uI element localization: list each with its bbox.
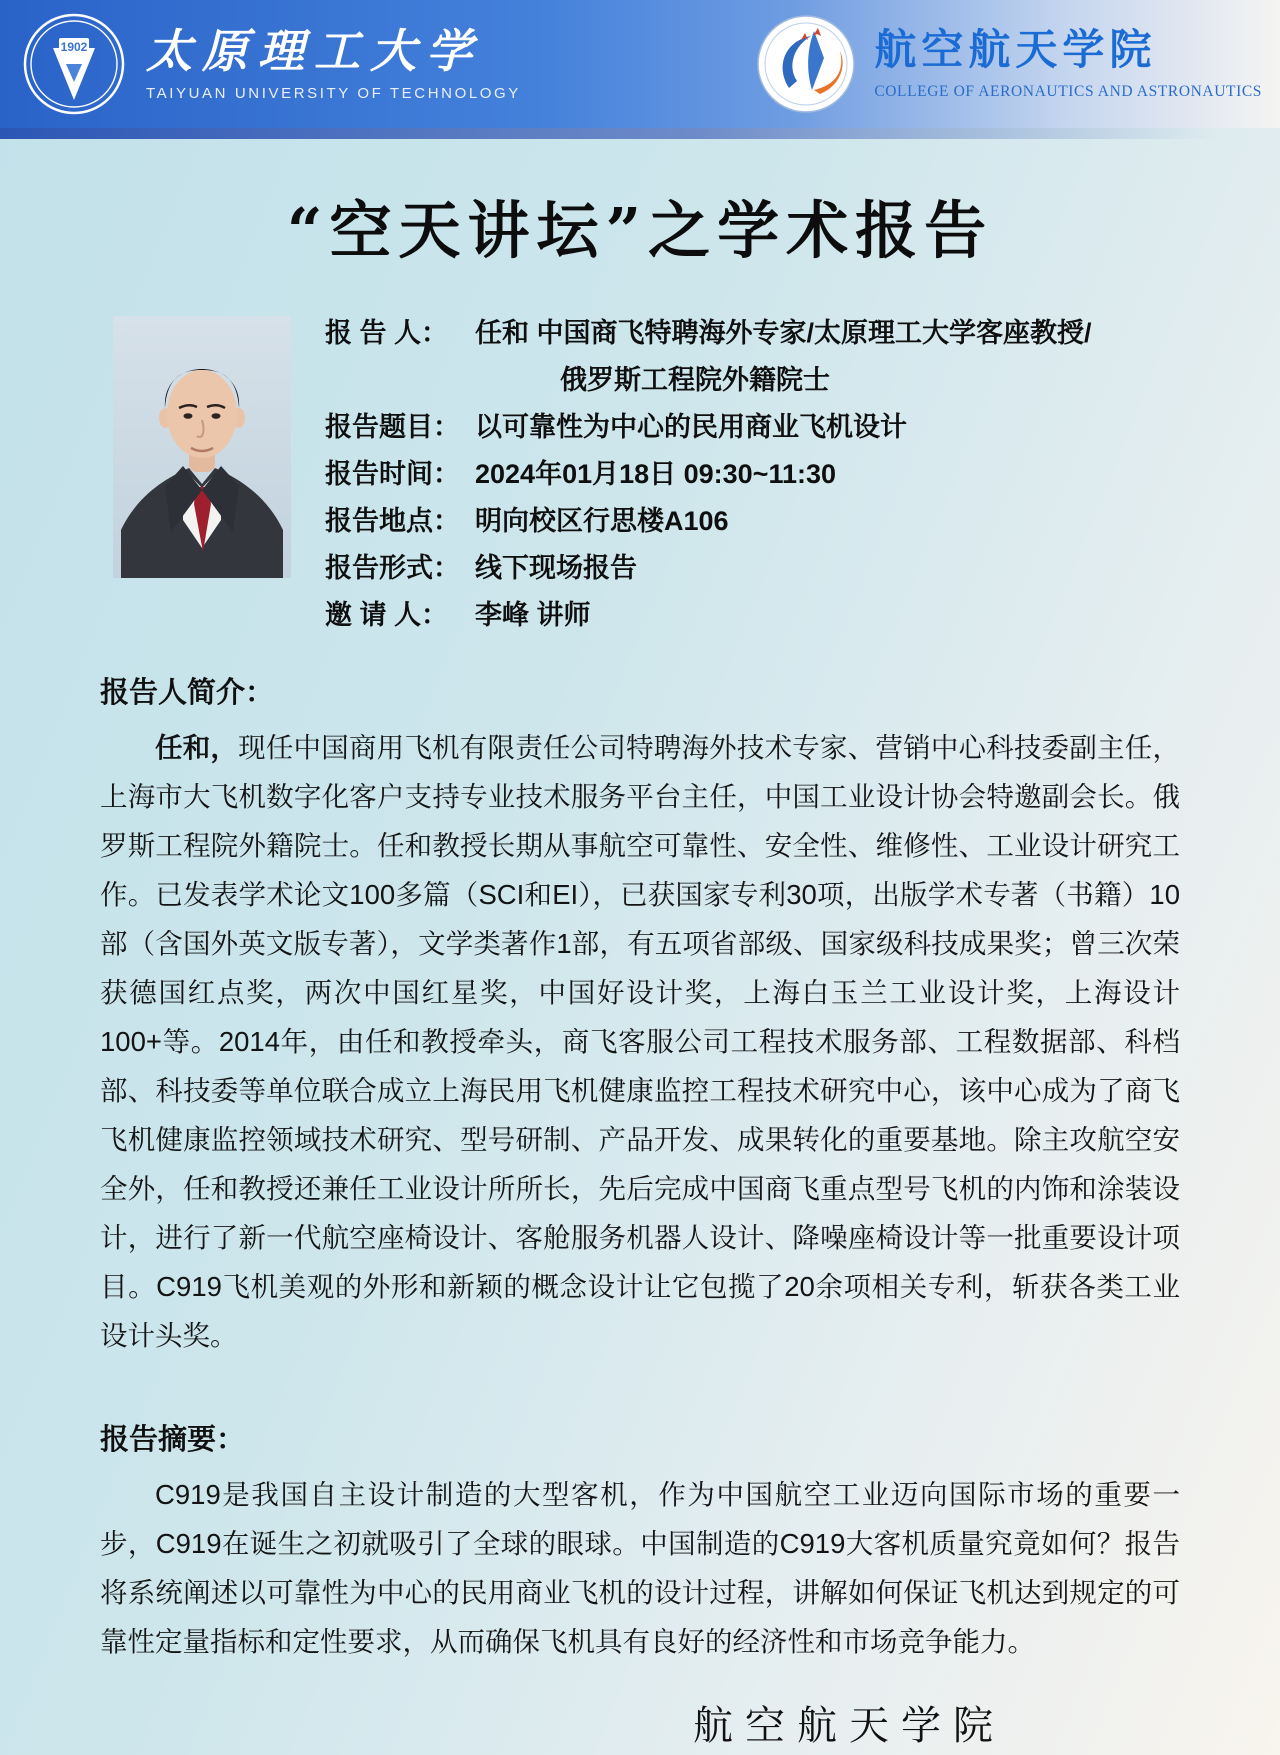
speaker-photo bbox=[113, 316, 291, 578]
info-value: 任和 中国商飞特聘海外专家/太原理工大学客座教授/ bbox=[475, 318, 1092, 348]
poster-title: “空天讲坛”之学术报告 bbox=[286, 194, 994, 267]
info-label: 报告题目： bbox=[325, 412, 460, 442]
info-row-speaker-line2: 俄罗斯工程院外籍院士 bbox=[560, 365, 830, 395]
university-name-zh: 太原理工大学 bbox=[146, 24, 482, 79]
info-value: 2024年01月18日 09:30~11:30 bbox=[475, 459, 837, 489]
college-name-block bbox=[874, 27, 1262, 100]
abstract-section bbox=[100, 1420, 1180, 1666]
university-brand bbox=[22, 12, 521, 116]
college-brand bbox=[756, 14, 1262, 114]
info-row-location bbox=[325, 498, 1092, 545]
college-name-en: COLLEGE OF AERONAUTICS AND ASTRONAUTICS bbox=[874, 82, 1262, 100]
info-row-inviter bbox=[325, 592, 1092, 639]
info-value: 明向校区行思楼A106 bbox=[475, 506, 729, 536]
info-value: 线下现场报告 bbox=[475, 553, 637, 583]
footer-signature: 航空航天学院 bbox=[693, 1703, 1005, 1749]
info-value: 以可靠性为中心的民用商业飞机设计 bbox=[475, 412, 907, 442]
university-name-block bbox=[146, 26, 521, 102]
bio-heading: 报告人简介： bbox=[100, 677, 275, 709]
info-label: 报告形式： bbox=[325, 553, 460, 583]
header-bottom-strip bbox=[0, 128, 1280, 139]
bio-text: 现任中国商用飞机有限责任公司特聘海外技术专家、营销中心科技委副主任，上海市大飞机数字化客户支持专业技术服务平台主任，中国工业设计协会特邀副会长。俄罗斯工程院外籍院士。任和教授长期从事航空可靠性、安全性、维修性、工业设计研究工作。已发表学术论文100多篇（SCI和EI），已获国家专利30项，出版学术专著（书籍）10部（含国外英文版专著），文学类著作1部，有五项省部级、国家级科技成果奖；曾三次荣获德国红点奖，两次中国红星奖，中国好设计奖，上海白玉兰工业设计奖，上海设计100+等。2014年，由任和教授牵头，商飞客服公司工程技术服务部、工程数据部、科档部、科技委等单位联合成立上海民用飞机健康监控工程技术研究中心，该中心成为了商飞飞机健康监控领域技术研究、型号研制、产品开发、成果转化的重要基地。除主攻航空安全外，任和教授还兼任工业设计所所长，先后完成中国商飞重点型号飞机的内饰和涂装设计，进行了新一代航空座椅设计、客舱服务机器人设计、降噪座椅设计等一批重要设计项目。C919飞机美观的外形和新颖的概念设计让它包揽了20余项相关专利，斩获各类工业设计头奖。 bbox=[100, 732, 1180, 1351]
speaker-info-list bbox=[325, 310, 1092, 639]
university-name-en: TAIYUAN UNIVERSITY OF TECHNOLOGY bbox=[146, 84, 521, 102]
bio-speaker-name: 任和， bbox=[155, 732, 239, 763]
info-row-time bbox=[325, 451, 1092, 498]
bio-section bbox=[100, 673, 1180, 1360]
info-label: 报告时间： bbox=[325, 459, 460, 489]
info-row-topic bbox=[325, 404, 1092, 451]
seal-year: 1902 bbox=[60, 40, 88, 54]
info-label: 报 告 人： bbox=[325, 318, 449, 348]
abstract-paragraph: C919是我国自主设计制造的大型客机，作为中国航空工业迈向国际市场的重要一步，C919在诞生之初就吸引了全球的眼球。中国制造的C919大客机质量究竟如何？报告将系统阐述以可靠性为中心的民用商业飞机的设计过程，讲解如何保证飞机达到规定的可靠性定量指标和定性要求，从而确保飞机具有良好的经济性和市场竞争能力。 bbox=[100, 1479, 1180, 1657]
university-seal-icon bbox=[22, 12, 126, 116]
speaker-info-section bbox=[0, 310, 1280, 639]
header-banner bbox=[0, 0, 1280, 128]
info-row-format bbox=[325, 545, 1092, 592]
abstract-heading: 报告摘要： bbox=[100, 1424, 246, 1456]
college-name-zh: 航空航天学院 bbox=[874, 26, 1157, 74]
college-emblem-icon bbox=[756, 14, 856, 114]
info-row-speaker bbox=[325, 310, 1092, 357]
info-label: 邀 请 人： bbox=[325, 600, 449, 630]
info-value: 李峰 讲师 bbox=[475, 600, 591, 630]
info-label: 报告地点： bbox=[325, 506, 460, 536]
bio-paragraph bbox=[100, 723, 1180, 1360]
